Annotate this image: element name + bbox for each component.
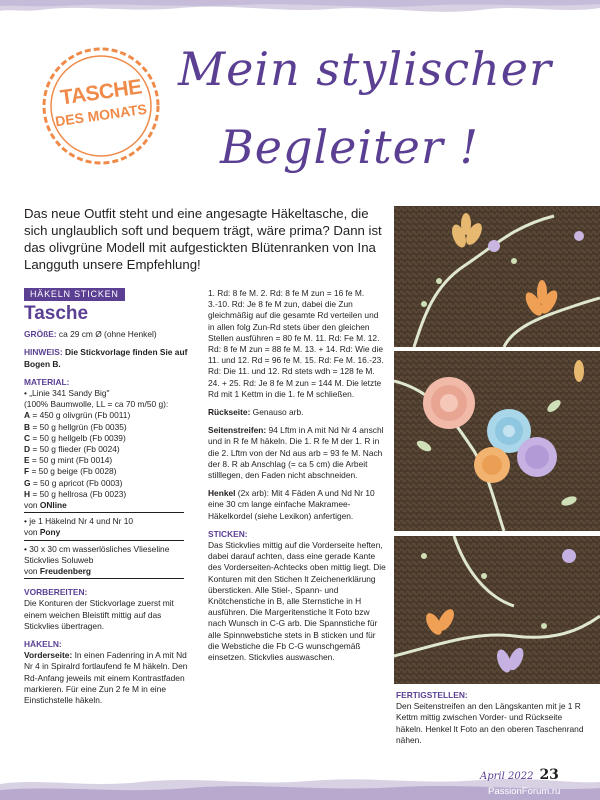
material-section [24, 377, 194, 579]
watermark: PassionForum.ru [488, 786, 561, 797]
front-text: In einen Fadenring in A mit Nd Nr 4 in Spiralrd fortlaufend fe M häkeln. Den Rd-Anfang jeweils mit einem Kontrastfaden markieren. Für eine Zun 2 fe M in eine Einstichstelle häkeln. [24, 650, 188, 706]
hint-text: Die Stickvorlage finden Sie auf Bogen B. [24, 347, 188, 369]
handle-label: Henkel [208, 488, 236, 499]
prep-text: Die Konturen der Stickvorlage zuerst mit einem weichen Bleistift mittig auf das Stickvlies übertragen. [24, 598, 174, 631]
issue-month: April 2022 [480, 771, 534, 782]
hint-info [24, 347, 194, 369]
section-title: Tasche [24, 303, 89, 325]
embroidery-photo-bottom [394, 536, 600, 684]
front-label: Vorderseite: [24, 650, 73, 661]
crochet-section [24, 639, 194, 706]
yarn-spec: (100% Baumwolle, LL = ca 70 m/50 g): [24, 399, 169, 410]
finish-text: Den Seitenstreifen an den Längskanten mit je 1 R Kettm mittig zwischen Vorder- und Rückseite häkeln. Henkel lt Foto an den oberen Taschenrand nähen. [396, 701, 584, 745]
page-number: 23 [539, 767, 559, 783]
yarn-color-row: D = 50 g flieder (Fb 0024) [24, 444, 120, 455]
stamp-line-1: TASCHE [58, 75, 144, 110]
material-label: MATERIAL: [24, 376, 70, 387]
column-middle [208, 288, 386, 670]
embroider-section [208, 529, 386, 663]
rounds-text: 1. Rd: 8 fe M. 2. Rd: 8 fe M zun = 16 fe M. 3.-10. Rd: Je 8 fe M zun, dabei die Zun gleichmäßig auf die gesamte Rd verteilen und in allen folg Zun-Rd stets über den gleichen Stellen ausführen = 80 fe M. 11. Rd: Fe M. 12. Rd: 8 fe M zun = 88 fe M. 13. + 14. Rd: Wie die 11. und 12. Rd = 96 fe M. 15. Rd: Fe M. 16.-23. Rd: Die 11. und 12. Rd stets wdh = 128 fe M. 24. + 25. Rd: Je 8 fe M zun = 144 M. Die letzte Rd mit 1 Kettm in die 1. fe M schließen. [208, 288, 384, 399]
page-footer [480, 766, 559, 784]
prep-label: VORBEREITEN: [24, 587, 88, 598]
side-text: 94 Lftm in A mit Nd Nr 4 anschl und in R fe M häkeln. Die 1. R fe M der 1. R in die 2. Lftm von der Nd aus arb = 93 fe M. Nach der 8. R ab Anschlag (= ca 5 cm) die Arbeit stilllegen, den Faden nicht abschneiden. [208, 425, 384, 481]
yarn-color-row: A = 450 g olivgrün (Fb 0011) [24, 410, 131, 421]
hook-info: • je 1 Häkelnd Nr 4 und Nr 10 [24, 516, 134, 527]
yarn-color-row: G = 50 g apricot (Fb 0003) [24, 477, 123, 488]
supplier-online: von ONline [24, 500, 184, 513]
embroider-text: Das Stickvlies mittig auf die Vorderseite heften, dabei darauf achten, dass eine gerade Kante des Vorderseiten-Achtecks oben mittig liegt. Die Konturen mit den Stichen lt Zeichenerklärung übersticken. Alle Stiel-, Spann- und Knötchenstiche in B, alle Sternstiche in H ausführen. Die Margeritenstiche lt Foto bzw nach Wunsch in C-G arb. Die Spannstiche für alle Spinnwebstiche stets in B sticken und für die Webstiche die Fb C-G wunschgemäß einsetzen. Stickvlies auswaschen. [208, 540, 386, 663]
side-label: Seitenstreifen: [208, 425, 267, 436]
supplier-freudenberg: von Freudenberg [24, 566, 184, 579]
yarn-color-row: H = 50 g hellrosa (Fb 0023) [24, 488, 127, 499]
stamp-line-2: DES MONATS [54, 100, 148, 130]
yarn-name: • „Linie 341 Sandy Big" [24, 388, 110, 399]
back-label: Rückseite: [208, 407, 251, 418]
yarn-color-row: F = 50 g beige (Fb 0028) [24, 466, 117, 477]
yarn-color-row: B = 50 g hellgrün (Fb 0035) [24, 421, 127, 432]
embroider-label: STICKEN: [208, 528, 248, 539]
column-right [396, 690, 588, 746]
section-tag: HÄKELN STICKEN [24, 288, 125, 301]
back-text: Genauso arb. [250, 407, 304, 418]
headline-line-1: Mein stylischer [178, 42, 552, 96]
size-info [24, 329, 194, 340]
embroidery-photo-middle [394, 351, 600, 531]
headline-line-2: Begleiter ! [220, 120, 479, 174]
side-strip-info [208, 425, 386, 481]
prep-section [24, 587, 194, 632]
decorative-brush-top [0, 0, 600, 18]
stamp-badge [40, 45, 162, 167]
crochet-label: HÄKELN: [24, 639, 62, 650]
column-left [24, 288, 194, 713]
hint-label: HINWEIS: [24, 347, 63, 358]
handle-info [208, 488, 386, 522]
embroidery-photo-top [394, 206, 600, 347]
size-label: GRÖßE: [24, 329, 57, 340]
size-text: ca 29 cm Ø (ohne Henkel) [56, 329, 157, 340]
fleece-info: • 30 x 30 cm wasserlösliches Vlieseline Stickvlies Soluweb [24, 543, 170, 565]
supplier-pony: von Pony [24, 527, 184, 540]
handle-text: (2x arb): Mit 4 Fäden A und Nd Nr 10 eine 30 cm lange einfache Makramee-Häkelkordel (siehe Lexikon) anfertigen. [208, 488, 375, 521]
back-info [208, 407, 386, 418]
headline [168, 36, 588, 186]
finish-label: FERTIGSTELLEN: [396, 690, 468, 700]
yarn-color-row: E = 50 g mint (Fb 0014) [24, 455, 113, 466]
yarn-color-row: C = 50 g hellgelb (Fb 0039) [24, 432, 126, 443]
intro-text: Das neue Outfit steht und eine angesagte Häkeltasche, die sich unglaublich soft und bequem trägt, wäre prima? Dann ist das olivgrüne Modell mit aufgestickten Blütenranken von Ina Langguth unsere Empfehlung! [24, 206, 382, 272]
